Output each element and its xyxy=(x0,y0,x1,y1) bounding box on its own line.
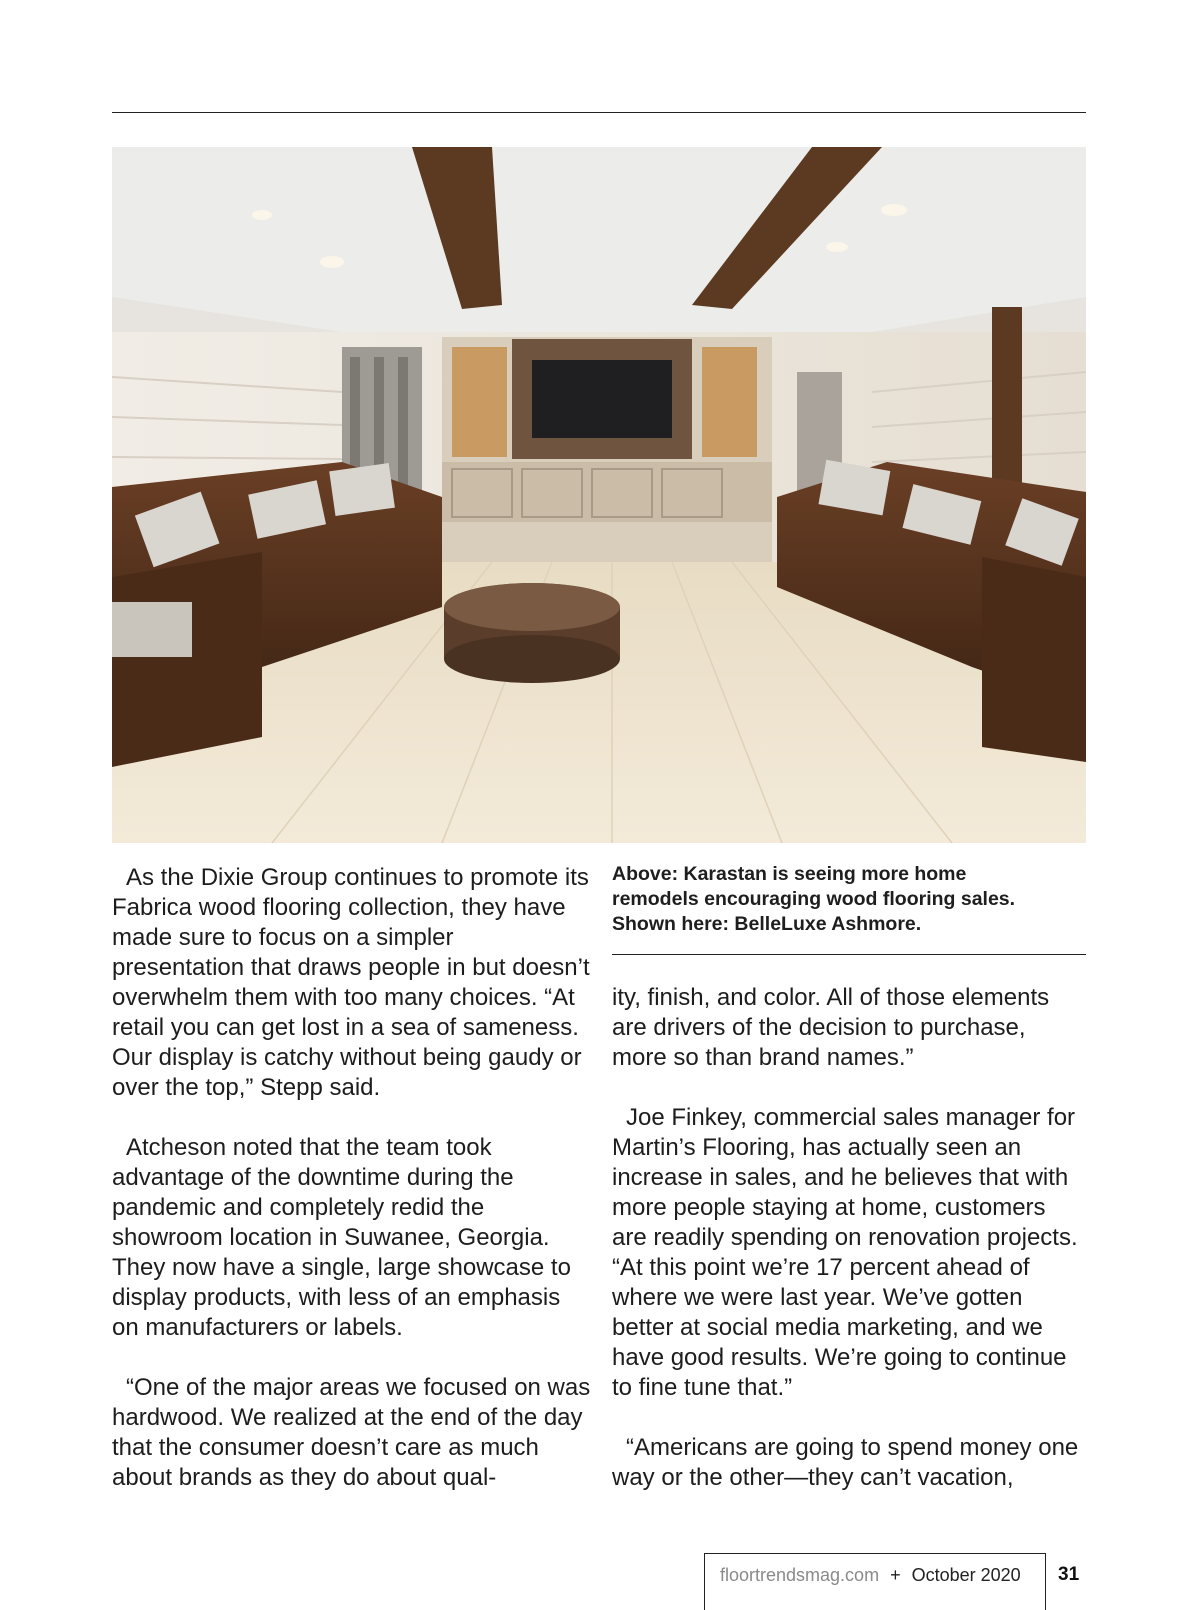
footer-separator: + xyxy=(890,1565,901,1585)
page-number: 31 xyxy=(1058,1564,1080,1585)
article-column-right xyxy=(612,983,1086,1523)
article-paragraph: “One of the major areas we focused on was hardwood. We realized at the end of the day that the consumer doesn’t care as much about brands as they do about qual- xyxy=(112,1374,591,1491)
caption-divider xyxy=(612,954,1086,955)
article-paragraph: Joe Finkey, commercial sales manager for Martin’s Flooring, has actually seen an increase in sales, and he believes that with more people staying at home, customers are readily spending on renovation projects. “At this point we’re 17 percent ahead of where we were last year. We’ve gotten better at social media marketing, and we have good results. We’re going to continue to fine tune that.” xyxy=(612,1104,1078,1401)
caption-line: Above: Karastan is seeing more home xyxy=(612,863,967,885)
footer-issue: October 2020 xyxy=(911,1565,1021,1585)
article-paragraph: ity, finish, and color. All of those elements are drivers of the decision to purchase, more so than brand names.” xyxy=(612,984,1050,1071)
footer-site[interactable]: floortrendsmag.com xyxy=(720,1565,880,1585)
caption-line: Shown here: BelleLuxe Ashmore. xyxy=(612,913,922,935)
article-paragraph: As the Dixie Group continues to promote its Fabrica wood flooring collection, they have made sure to focus on a simpler presentation that draws people in but doesn’t overwhelm them with too many choices. “At retail you can get lost in a sea of sameness. Our display is catchy without being gaudy or over the top,” Stepp said. xyxy=(112,864,590,1101)
feature-photo xyxy=(112,147,1086,843)
article-column-left xyxy=(112,863,592,1523)
footer-text xyxy=(720,1565,1021,1586)
caption-line: remodels encouraging wood flooring sales. xyxy=(612,888,1016,910)
article-paragraph: “Americans are going to spend money one way or the other—they can’t vacation, xyxy=(612,1434,1079,1491)
top-divider xyxy=(112,112,1086,113)
photo-caption xyxy=(612,862,1086,937)
page-footer xyxy=(704,1553,1086,1610)
article-paragraph: Atcheson noted that the team took advantage of the downtime during the pandemic and completely redid the showroom location in Suwanee, Georgia. They now have a single, large showcase to display products, with less of an emphasis on manufacturers or labels. xyxy=(112,1134,571,1341)
